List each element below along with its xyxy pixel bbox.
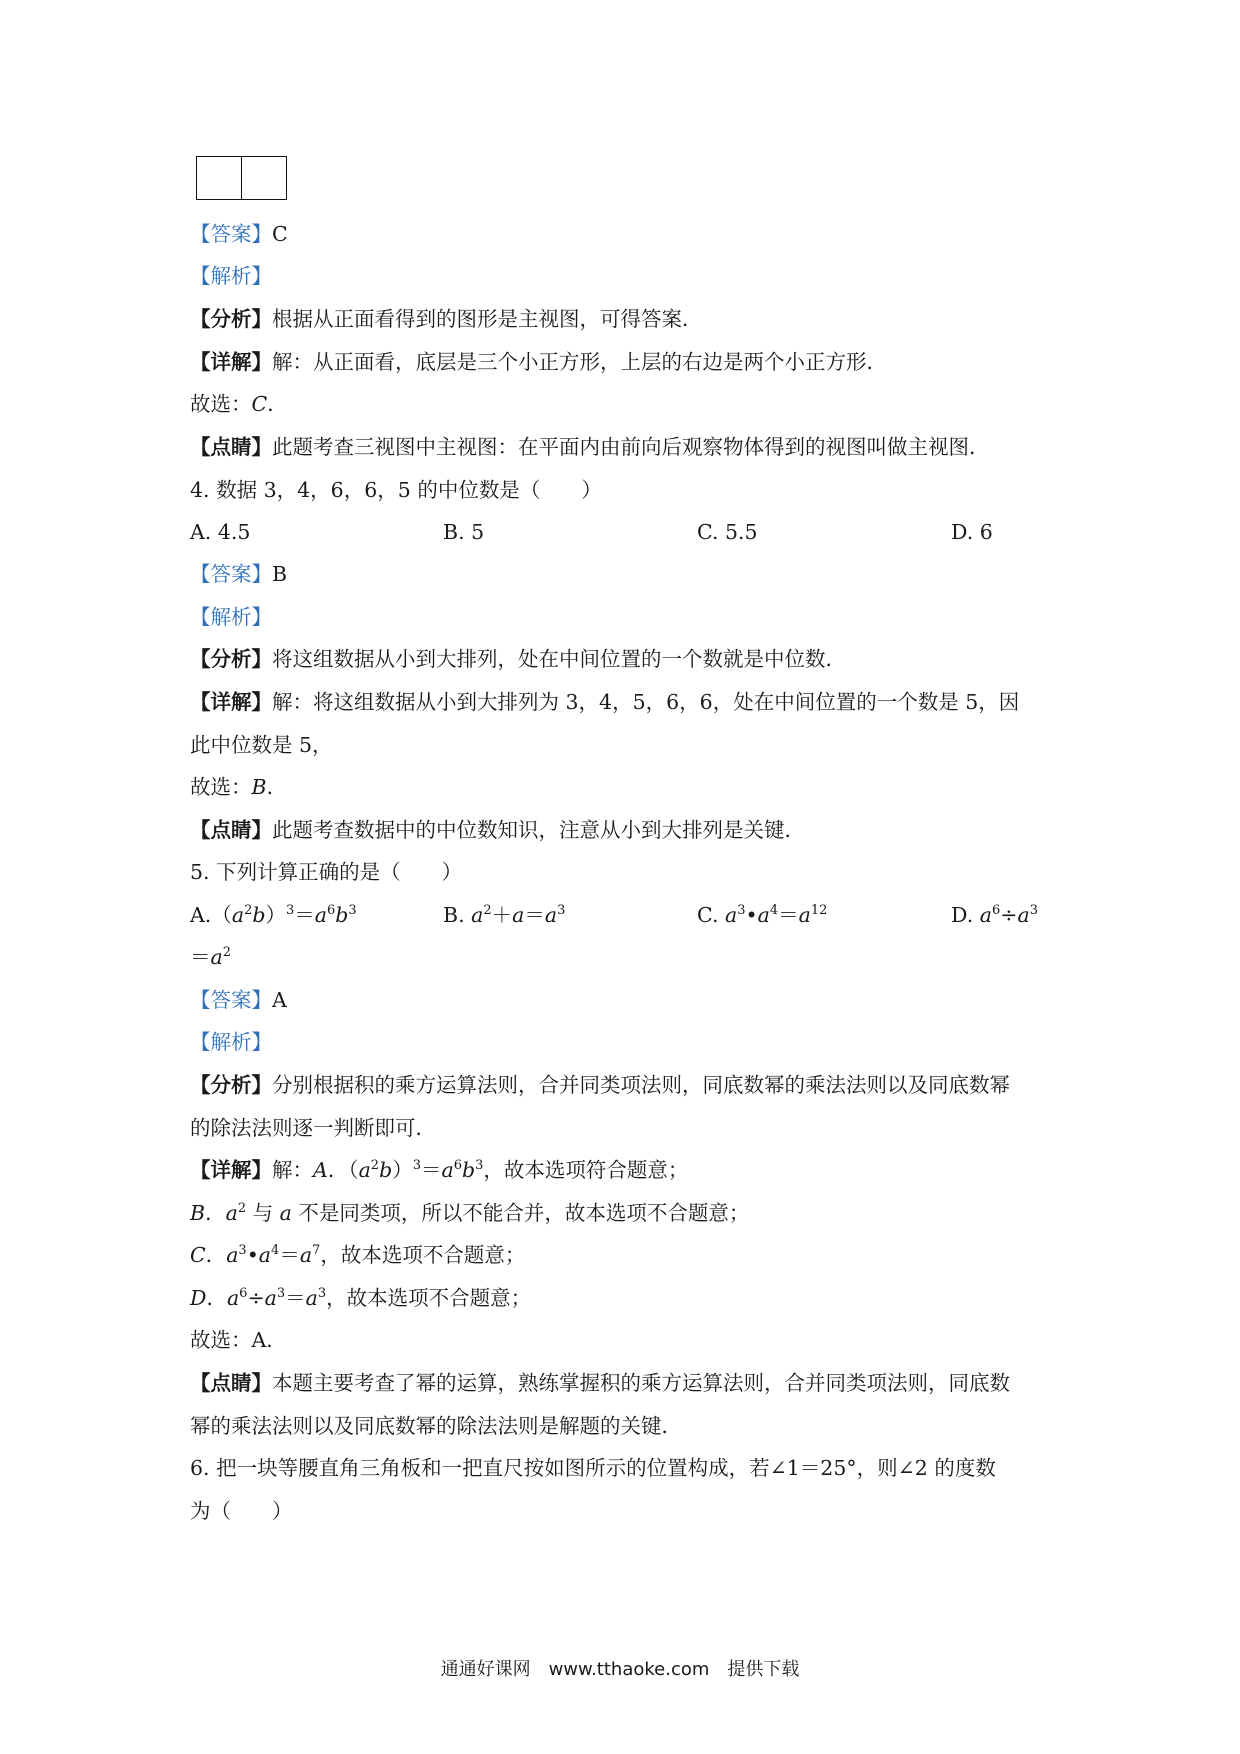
q6-stem: 6. 把一块等腰直角三角板和一把直尺按如图所示的位置构成，若∠1＝25°，则∠2 的度数 [190,1456,996,1480]
q3-xiangjie: 【详解】解：从正面看，底层是三个小正方形，上层的右边是两个小正方形． [190,350,887,374]
q5-dianjing-cont: 幂的乘法法则以及同底数幂的除法法则是解题的关键． [190,1414,682,1438]
q4-answer: 【答案】B [190,562,288,586]
q4-option-a: A. 4.5 [190,520,251,544]
q5-option-d-cont: $=a^2$ [190,945,232,969]
q4-xiangjie: 【详解】解：将这组数据从小到大排列为 3，4，5，6，6，处在中间位置的一个数是 5，因 [190,690,1020,714]
figure-square [242,156,287,200]
q4-stem: 4. 数据 3，4，6，6，5 的中位数是（ ） [190,478,602,502]
q5-answer: 【答案】A [190,988,287,1012]
front-view-figure [196,156,288,200]
q3-guxuan: 故选：C． [190,392,288,416]
q5-detail-b: B．$a^2$ 与 a 不是同类项，所以不能合并，故本选项不合题意； [190,1201,750,1225]
q5-stem: 5. 下列计算正确的是（ ） [190,860,463,884]
q4-jiexi: 【解析】 [190,605,272,629]
q5-guxuan: 故选：A． [190,1328,287,1352]
q4-option-b: B. 5 [443,520,485,544]
q3-dianjing: 【点睛】此题考查三视图中主视图：在平面内由前向后观察物体得到的视图叫做主视图． [190,435,990,459]
q5-fenxi: 【分析】分别根据积的乘方运算法则，合并同类项法则，同底数幂的乘法法则以及同底数幂 [190,1073,1010,1097]
q4-guxuan: 故选：B． [190,775,288,799]
q5-jiexi: 【解析】 [190,1030,272,1054]
q5-option-d: D. $a^6\div a^3$ [951,903,1038,927]
q5-option-c: C. $a^3•a^4=a^{12}$ [697,903,828,927]
q5-fenxi-cont: 的除法法则逐一判断即可． [190,1116,436,1140]
q5-option-b: B. $a^2+a=a^3$ [443,903,566,927]
q4-dianjing: 【点睛】此题考查数据中的中位数知识，注意从小到大排列是关键． [190,818,805,842]
q6-stem-cont: 为（ ） [190,1499,293,1523]
figure-square [196,156,242,200]
q3-jiexi: 【解析】 [190,264,272,288]
q5-dianjing: 【点睛】本题主要考查了幂的运算，熟练掌握积的乘方运算法则，合并同类项法则，同底数 [190,1371,1010,1395]
q4-option-c: C. 5.5 [697,520,758,544]
q4-option-d: D. 6 [951,520,993,544]
q5-xiangjie: 【详解】解：A．$(a^2b)^3=a^6b^3$，故本选项符合题意； [190,1158,689,1182]
q3-fenxi: 【分析】根据从正面看得到的图形是主视图，可得答案． [190,307,703,331]
q5-detail-c: C．$a^3•a^4=a^7$，故本选项不合题意； [190,1243,526,1267]
q3-answer: 【答案】C [190,222,288,246]
q4-fenxi: 【分析】将这组数据从小到大排列，处在中间位置的一个数就是中位数． [190,647,846,671]
q4-xiangjie-cont: 此中位数是 5， [190,733,333,757]
page-footer: 通通好课网 www.tthaoke.com 提供下载 [440,1659,800,1680]
q5-option-a: $A.(a^2b)^3=a^6b^3$ [190,903,357,927]
q5-detail-d: D．$a^6\div a^3=a^3$，故本选项不合题意； [190,1286,532,1310]
